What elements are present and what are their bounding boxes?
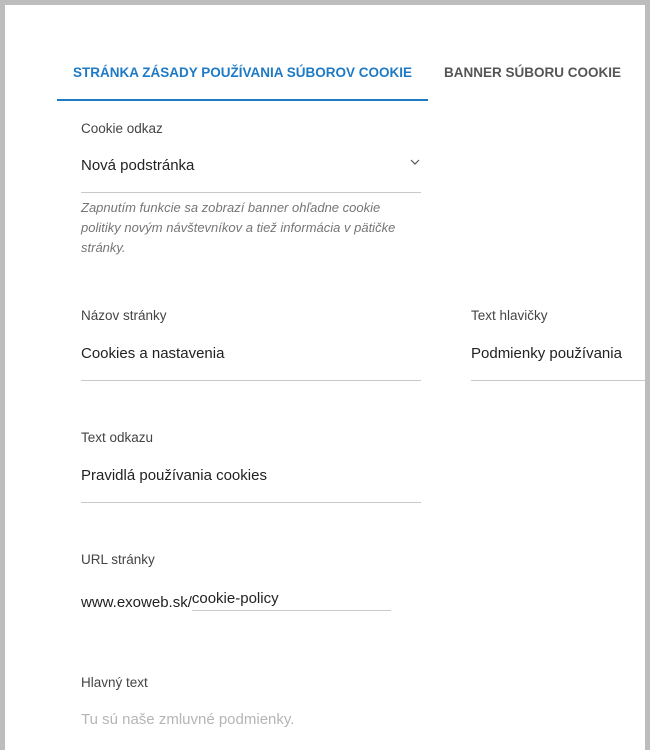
link-text-label: Text odkazu [81,430,154,445]
cookie-link-selected-value: Nová podstránka [81,157,195,174]
header-text-value: Podmienky používania [471,345,622,362]
link-text-value: Pravidlá používania cookies [81,467,267,484]
tab-cookie-policy-page[interactable]: STRÁNKA ZÁSADY POUŽÍVANIA SÚBOROV COOKIE [57,53,428,101]
header-text-label: Text hlavičky [471,308,548,323]
main-text-editor[interactable]: Tu sú naše zmluvné podmienky. [81,711,295,728]
tab-bar [57,53,637,101]
page-url-prefix: www.exoweb.sk/ [81,594,192,611]
main-text-label: Hlavný text [81,675,148,690]
page-url-row [81,589,391,611]
page-name-label: Názov stránky [81,308,167,323]
page-name-input[interactable] [81,340,421,381]
page-url-input[interactable]: cookie-policy [192,589,391,611]
chevron-down-icon [409,156,421,168]
page-url-label: URL stránky [81,552,155,567]
cookie-link-select[interactable] [81,152,421,193]
tab-cookie-banner[interactable]: BANNER SÚBORU COOKIE [444,65,622,80]
link-text-input[interactable] [81,462,421,503]
cookie-link-hint: Zapnutím funkcie sa zobrazí banner ohľadne cookie politiky novým návštevníkov a tiež informácia v pätičke stránky. [81,200,396,255]
page-name-value: Cookies a nastavenia [81,345,225,362]
cookie-settings-panel [5,5,645,750]
header-text-input[interactable] [471,340,645,381]
cookie-link-label: Cookie odkaz [81,121,163,136]
